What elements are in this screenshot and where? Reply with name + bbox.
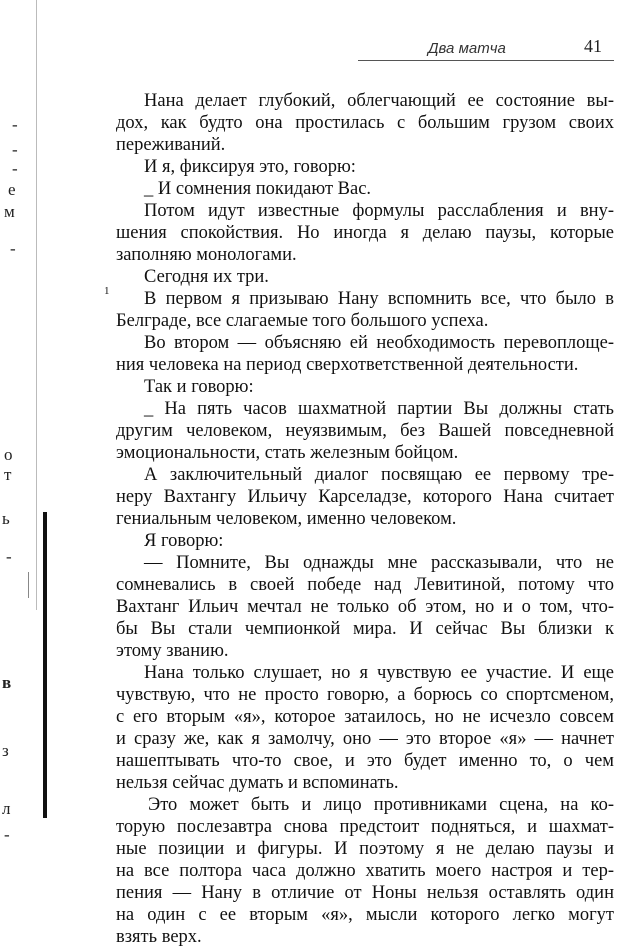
paragraph [116, 156, 614, 178]
text-line: Сегодня их три. [144, 267, 269, 287]
bleed-fragment: - [12, 115, 18, 134]
text-line: на один с ее вторым «я», мысли которого легко могут [116, 905, 614, 925]
paragraph [116, 376, 614, 398]
text-line: Во втором — объясняю ей необходимость перевоплоще- [144, 333, 614, 353]
paragraph [116, 200, 614, 266]
bleed-fragment: - [4, 825, 10, 844]
bleed-fragment: з [2, 741, 9, 760]
text-line: чувствую, что не просто говорю, а борюсь со спортсменом, [116, 685, 614, 705]
text-line: с его вторым «я», которое затаилось, но не исчезло совсем [116, 707, 614, 727]
text-line: В первом я призываю Нану вспомнить все, что было в [144, 289, 614, 309]
text-line: Нана делает глубокий, облегчающий ее состояние вы- [144, 91, 614, 111]
text-line: И я, фиксируя это, говорю: [144, 157, 356, 177]
paragraph [116, 794, 614, 948]
text-line: гениальным человеком, именно человеком. [116, 509, 457, 529]
text-line: неру Вахтангу Ильичу Карселадзе, которого Нана считает [116, 487, 614, 507]
paragraph [116, 332, 614, 376]
text-line: Я говорю: [144, 531, 224, 551]
text-line: Это может быть и лицо противниками сцена, на ко- [148, 795, 614, 815]
bleed-fragment: т [4, 465, 12, 484]
text-line: переживаний. [116, 135, 226, 155]
page-number: 41 [584, 36, 602, 56]
text-line: ные позиции и фигуры. И поэтому я не делаю паузы и [116, 839, 614, 859]
bleed-fragment: м [4, 202, 15, 221]
text-line: ния человека на период сверхответственной деятельности. [116, 355, 579, 375]
text-line: Белграде, все слагаемые того большого успеха. [116, 311, 489, 331]
text-line: другим человеком, неуязвимым, без Вашей повседневной [116, 421, 614, 441]
text-line: этому званию. [116, 641, 229, 661]
text-line: и сразу же, как я замолчу, оно — это второе «я» — начнет [116, 729, 614, 749]
text-line: Потом идут известные формулы расслабления и вну- [144, 201, 614, 221]
text-line: — Помните, Вы однажды мне рассказывали, что не [144, 553, 614, 573]
paragraph [116, 266, 614, 288]
text-line: бы Вы стали чемпионкой мира. И сейчас Вы близки к [116, 619, 614, 639]
text-line: Вахтанг Ильич мечтал не только об этом, но и о том, что- [116, 597, 614, 617]
bleed-fragment: ь [2, 509, 10, 528]
bleed-fragment: в [2, 673, 12, 692]
text-line: эмоциональности, стать железным бойцом. [116, 443, 459, 463]
running-header [358, 34, 614, 61]
text-line: _ И сомнения покидают Вас. [144, 179, 372, 199]
running-title: Два матча [428, 40, 506, 57]
text-line: торую послезавтра снова предстоит подняться, и шахмат- [116, 817, 614, 837]
text-line: шения спокойствия. Но иногда я делаю паузы, которые [116, 223, 614, 243]
paragraph [116, 90, 614, 156]
text-line: Так и говорю: [144, 377, 254, 397]
text-line: заполняю монологами. [116, 245, 297, 265]
bleed-fragment: - [6, 547, 12, 566]
paragraph [104, 285, 614, 332]
text-line: нашептывать что-то свое, и это будет именно то, о чем [116, 751, 614, 771]
bleed-fragment: л [2, 799, 11, 818]
body-text [104, 90, 614, 948]
text-line: дох, как будто она простилась с большим грузом своих [116, 113, 614, 133]
bleed-fragment: е [8, 180, 16, 199]
text-line: взять верх. [116, 927, 202, 947]
bleed-fragment: - [12, 140, 18, 159]
paragraph [116, 398, 614, 464]
text-line: А заключительный диалог посвящаю ее первому тре- [144, 465, 614, 485]
text-line: на все полтора часа должно хватить моего настроя и тер- [116, 861, 614, 881]
page-gutter-line [36, 0, 37, 610]
text-line: сомневались в своей победе над Левитиной, потому что [116, 575, 614, 595]
paragraph [116, 178, 614, 200]
text-line: Нана только слушает, но я чувствую ее участие. И еще [144, 663, 614, 683]
bleed-fragment: - [10, 239, 16, 258]
scan-edge-bar [43, 512, 47, 818]
footnote-marker: 1 [104, 285, 110, 297]
paragraph [116, 530, 614, 552]
paragraph [116, 662, 614, 794]
text-line: нельзя сейчас думать и вспоминать. [116, 773, 399, 793]
bleed-fragment: о [4, 445, 13, 464]
bleed-fragment: - [12, 159, 18, 178]
text-line: _ На пять часов шахматной партии Вы должны стать [144, 399, 614, 419]
text-line: пения — Нану в отличие от Ноны нельзя оставлять один [116, 883, 614, 903]
page-gutter-tick [28, 572, 29, 598]
paragraph [116, 464, 614, 530]
paragraph [116, 552, 614, 662]
